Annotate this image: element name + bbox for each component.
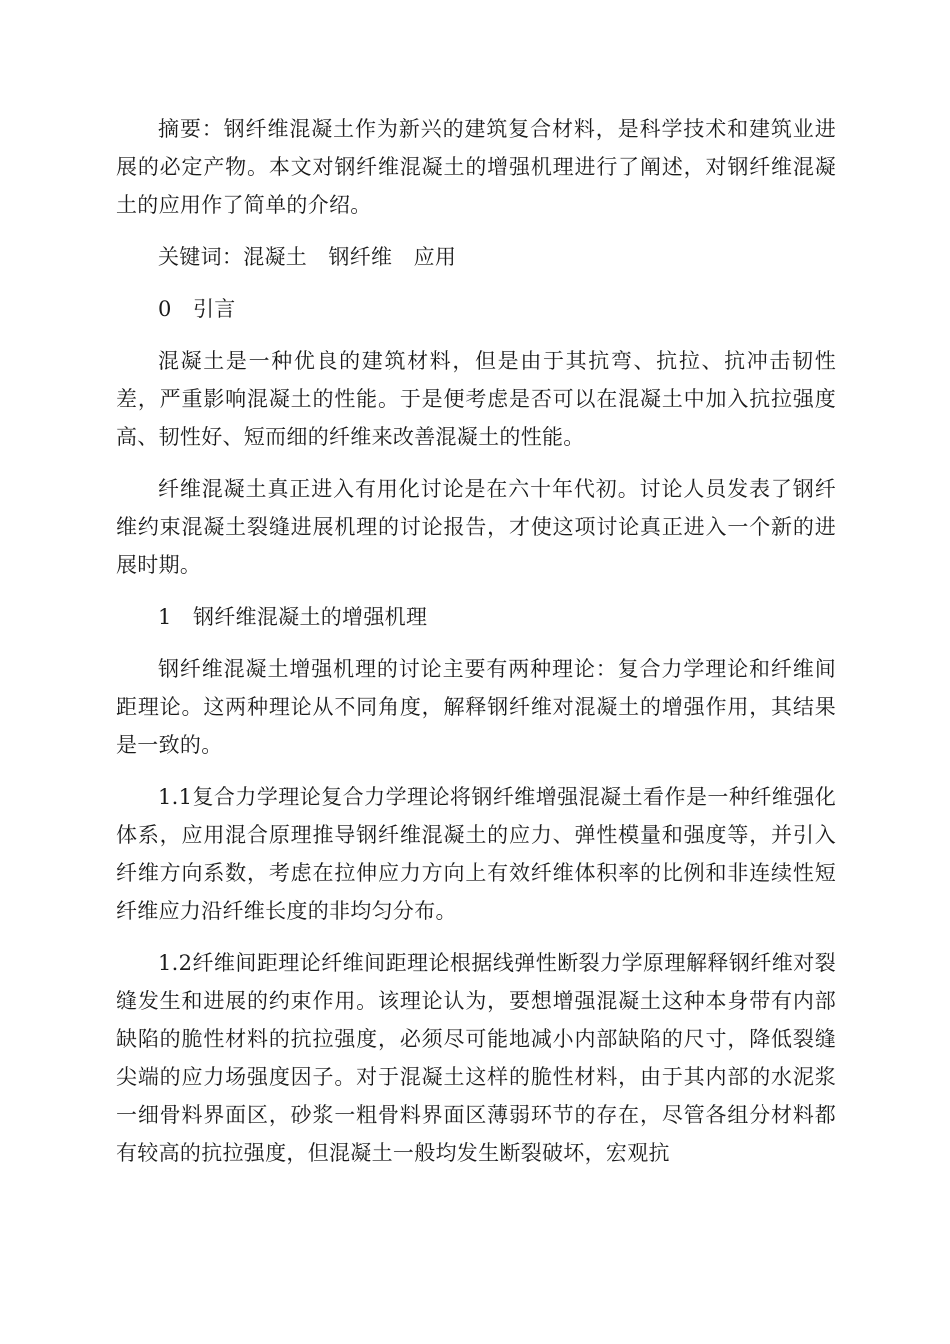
keywords-line: 关键词：混凝土 钢纤维 应用 [158,245,457,269]
intro-paragraph-2: 纤维混凝土真正进入有用化讨论是在六十年代初。讨论人员发表了钢纤维约束混凝土裂缝进展机理的讨论报告，才使这项讨论真正进入一个新的进展时期。 [116,477,836,577]
section-0-title: 0 引言 [158,297,236,321]
section-1-2-paragraph: 1.2纤维间距理论纤维间距理论根据线弹性断裂力学原理解释钢纤维对裂缝发生和进展的约束作用。该理论认为，要想增强混凝土这种本身带有内部缺陷的脆性材料的抗拉强度，必须尽可能地减小内部缺陷的尺寸，降低裂缝尖端的应力场强度因子。对于混凝土这样的脆性材料，由于其内部的水泥浆一细骨料界面区，砂浆一粗骨料界面区薄弱环节的存在，尽管各组分材料都有较高的抗拉强度，但混凝土一般均发生断裂破坏，宏观抗 [116,951,836,1165]
intro-paragraph-1: 混凝土是一种优良的建筑材料，但是由于其抗弯、抗拉、抗冲击韧性差，严重影响混凝土的性能。于是便考虑是否可以在混凝土中加入抗拉强度高、韧性好、短而细的纤维来改善混凝土的性能。 [116,349,836,449]
abstract-paragraph: 摘要：钢纤维混凝土作为新兴的建筑复合材料，是科学技术和建筑业进展的必定产物。本文对钢纤维混凝土的增强机理进行了阐述，对钢纤维混凝土的应用作了简单的介绍。 [116,117,836,217]
section-1-paragraph: 钢纤维混凝土增强机理的讨论主要有两种理论：复合力学理论和纤维间距理论。这两种理论从不同角度，解释钢纤维对混凝土的增强作用，其结果是一致的。 [116,657,836,757]
section-1-title: 1 钢纤维混凝土的增强机理 [158,605,428,629]
document-page [116,110,836,1186]
section-1-1-paragraph: 1.1复合力学理论复合力学理论将钢纤维增强混凝土看作是一种纤维强化体系，应用混合原理推导钢纤维混凝土的应力、弹性模量和强度等，并引入纤维方向系数，考虑在拉伸应力方向上有效纤维体积率的比例和非连续性短纤维应力沿纤维长度的非均匀分布。 [116,785,836,923]
